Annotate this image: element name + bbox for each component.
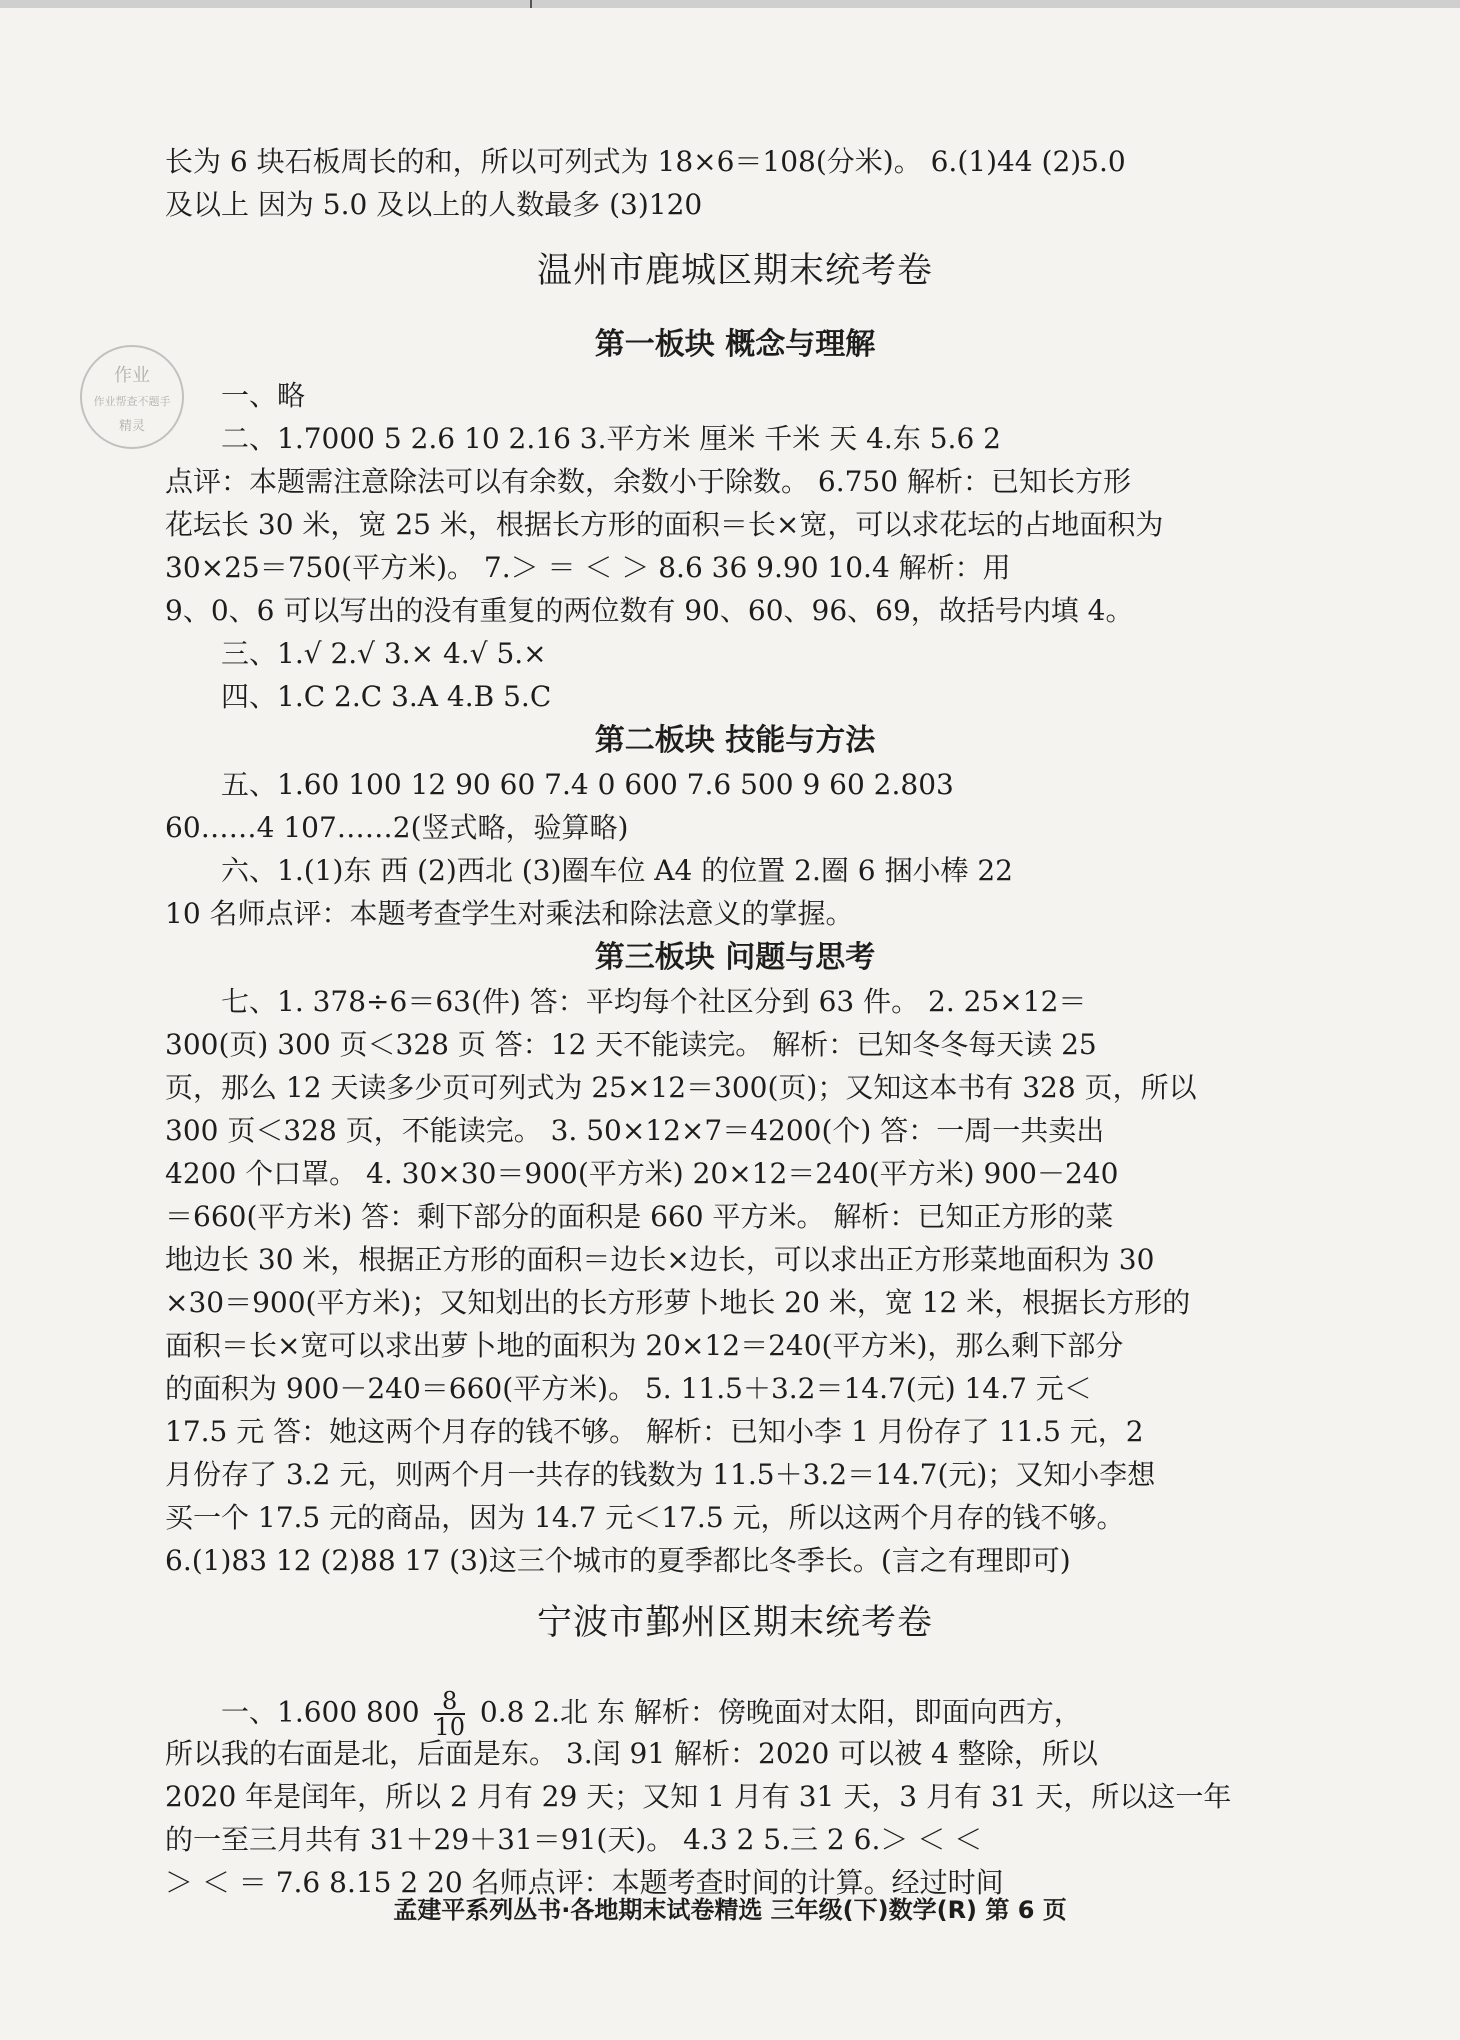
- text-line: 七、1. 378÷6＝63(件) 答：平均每个社区分到 63 件。 2. 25×12＝: [221, 985, 1087, 1018]
- section-title-wenzhou: 温州市鹿城区期末统考卷: [536, 251, 933, 291]
- text-line: ＞ ＜ ＝ 7.6 8.15 2 20 名师点评：本题考查时间的计算。经过时间: [165, 1866, 1004, 1899]
- fraction-denominator: 10: [434, 1713, 465, 1741]
- text-line: 页，那么 12 天读多少页可列式为 25×12＝300(页)；又知这本书有 328 页，所以: [165, 1071, 1197, 1104]
- text-line: 三、1.√ 2.√ 3.× 4.√ 5.×: [221, 637, 547, 670]
- block-title-1: 第一板块 概念与理解: [594, 327, 876, 362]
- text-segment: 0.8 2.北 东 解析：傍晚面对太阳，即面向西方，: [479, 1695, 1082, 1729]
- page-footer: 孟建平系列丛书·各地期末试卷精选 三年级(下)数学(R) 第 6 页: [393, 1896, 1067, 1924]
- text-line: 买一个 17.5 元的商品，因为 14.7 元＜17.5 元，所以这两个月存的钱不够。: [165, 1501, 1125, 1534]
- text-line: 17.5 元 答：她这两个月存的钱不够。 解析：已知小李 1 月份存了 11.5 元，2: [165, 1415, 1144, 1448]
- text-line: 月份存了 3.2 元，则两个月一共存的钱数为 11.5＋3.2＝14.7(元)；又知小李想: [165, 1458, 1156, 1491]
- fraction-numerator: 8: [434, 1689, 465, 1715]
- text-line: 及以上 因为 5.0 及以上的人数最多 (3)120: [165, 188, 703, 221]
- text-line-with-fraction: [165, 1687, 1305, 1741]
- section-title-ningbo: 宁波市鄞州区期末统考卷: [536, 1603, 933, 1643]
- text-line: 300(页) 300 页＜328 页 答：12 天不能读完。 解析：已知冬冬每天读 25: [165, 1028, 1097, 1061]
- text-line: 六、1.(1)东 西 (2)西北 (3)圈车位 A4 的位置 2.圈 6 捆小棒 22: [221, 854, 1013, 887]
- text-line: 6.(1)83 12 (2)88 17 (3)这三个城市的夏季都比冬季长。(言之有理即可): [165, 1544, 1071, 1577]
- text-line: 60……4 107……2(竖式略，验算略): [165, 811, 629, 844]
- text-line: 10 名师点评：本题考查学生对乘法和除法意义的掌握。: [165, 897, 854, 930]
- text-line: ＝660(平方米) 答：剩下部分的面积是 660 平方米。 解析：已知正方形的菜: [165, 1200, 1114, 1233]
- text-line: 30×25＝750(平方米)。 7.＞ ＝ ＜ ＞ 8.6 36 9.90 10.4 解析：用: [165, 551, 1011, 584]
- text-line: 花坛长 30 米，宽 25 米，根据长方形的面积＝长×宽，可以求花坛的占地面积为: [165, 508, 1164, 541]
- text-line: 地边长 30 米，根据正方形的面积＝边长×边长，可以求出正方形菜地面积为 30: [165, 1243, 1155, 1276]
- stamp-text-3: 精灵: [118, 419, 145, 434]
- top-border-line: [0, 0, 1460, 8]
- block-title-2: 第二板块 技能与方法: [594, 723, 876, 758]
- text-line: 的面积为 900－240＝660(平方米)。 5. 11.5＋3.2＝14.7(元) 14.7 元＜: [165, 1372, 1092, 1405]
- text-line: 一、略: [221, 379, 306, 412]
- text-line: 300 页＜328 页，不能读完。 3. 50×12×7＝4200(个) 答：一周一共卖出: [165, 1114, 1105, 1147]
- text-line: 所以我的右面是北，后面是东。 3.闰 91 解析：2020 可以被 4 整除，所以: [165, 1737, 1098, 1770]
- text-line: 9、0、6 可以写出的没有重复的两位数有 90、60、96、69，故括号内填 4。: [165, 594, 1134, 627]
- text-line: 四、1.C 2.C 3.A 4.B 5.C: [221, 680, 552, 713]
- text-line: ×30＝900(平方米)；又知划出的长方形萝卜地长 20 米，宽 12 米，根据长方形的: [165, 1286, 1191, 1319]
- stamp-text-1: 作业: [114, 365, 150, 386]
- text-line: 面积＝长×宽可以求出萝卜地的面积为 20×12＝240(平方米)，那么剩下部分: [165, 1329, 1124, 1362]
- text-line: 二、1.7000 5 2.6 10 2.16 3.平方米 厘米 千米 天 4.东 5.6 2: [221, 422, 1001, 455]
- text-line: 长为 6 块石板周长的和，所以可列式为 18×6＝108(分米)。 6.(1)44 (2)5.0: [165, 145, 1126, 178]
- text-segment: 一、1.600 800: [221, 1695, 420, 1729]
- stamp-text-2: 作业帮查不题手: [93, 395, 171, 408]
- text-line: 点评：本题需注意除法可以有余数，余数小于除数。 6.750 解析：已知长方形: [165, 465, 1131, 498]
- text-line: 4200 个口罩。 4. 30×30＝900(平方米) 20×12＝240(平方米) 900－240: [165, 1157, 1119, 1190]
- text-line: 五、1.60 100 12 90 60 7.4 0 600 7.6 500 9 60 2.803: [221, 768, 954, 801]
- answer-page: [165, 140, 1305, 1904]
- text-line: 2020 年是闰年，所以 2 月有 29 天；又知 1 月有 31 天，3 月有 31 天，所以这一年: [165, 1780, 1232, 1813]
- text-line: 的一至三月共有 31＋29＋31＝91(天)。 4.3 2 5.三 2 6.＞ ＜ ＜: [165, 1823, 983, 1856]
- block-title-3: 第三板块 问题与思考: [594, 940, 876, 975]
